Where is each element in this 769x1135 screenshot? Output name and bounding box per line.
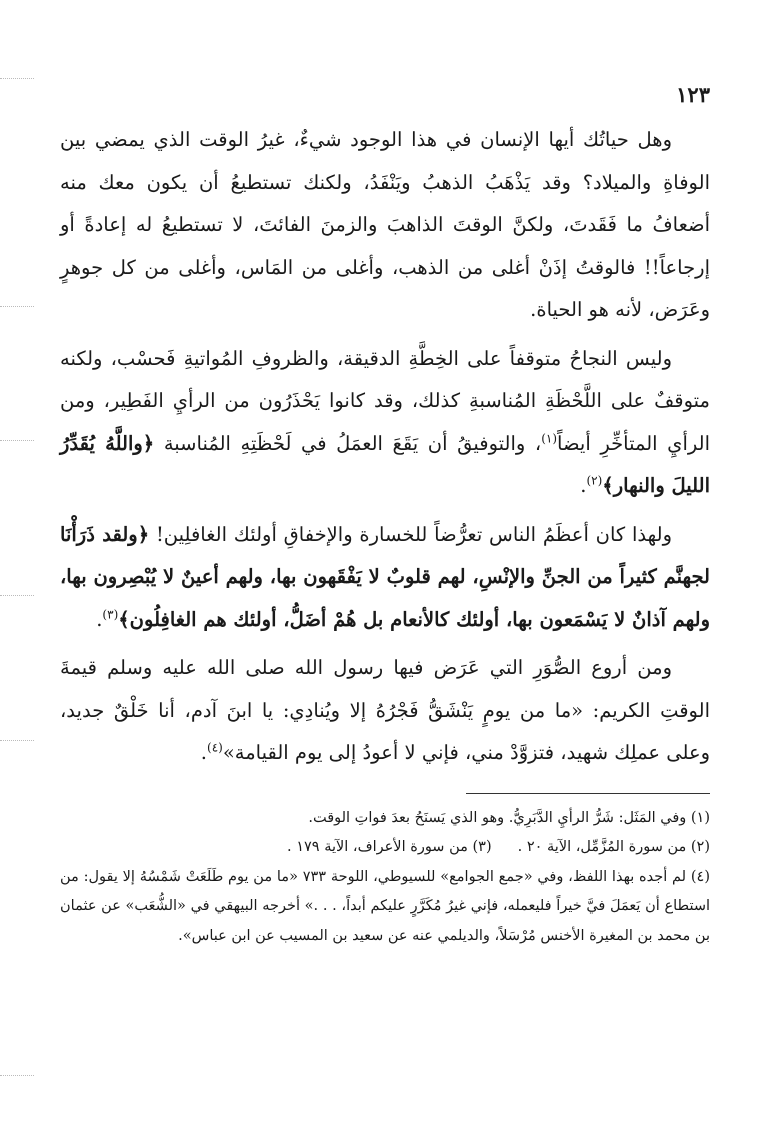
edge-mark <box>0 1075 34 1076</box>
footnote-ref-2[interactable]: (٢) <box>586 473 603 488</box>
footnote-3: (٣) من سورة الأعراف، الآية ١٧٩ . <box>287 839 492 855</box>
edge-mark <box>0 440 34 441</box>
page-number: ١٢٣ <box>676 82 710 107</box>
paragraph-text: . <box>96 607 103 631</box>
edge-mark <box>0 306 34 307</box>
paragraph-text: وليس النجاحُ متوقفاً على الخِطَّةِ الدقيقة، والظروفِ المُواتيةِ فَحسْب، ولكنه متوقفٌ على اللَّحْظَةِ المُناسبةِ كذلك، وقد كانوا يَحْذَرُون من الرأيِ الفَطِير، ومن الرأيِ المتأخِّرِ أيضاً <box>60 346 710 455</box>
paragraph-text: ، والتوفيقُ أن يَقَعَ العمَلُ في لَحْظَتِهِ المُناسبة <box>163 431 542 455</box>
edge-mark <box>0 740 34 741</box>
footnote-4: (٤) لم أجده بهذا اللفظ، وفي «جمع الجوامع» للسيوطي، اللوحة ٧٣٣ «ما من يوم طَلَعَتْ شَمْسُهُ إلا يقول: من استطاع أن يَعمَلَ فيَّ خيراً فليعمله، فإني غيرُ مُكَرَّرٍ عليكم أبداً، . . .» أخرجه البيهقي في «الشُّعَب» عن عثمان بن محمد بن المغيرة الأخنس مُرْسَلاً، والديلمي عنه عن سعيد بن المسيب عن ابن عباس». <box>60 868 710 944</box>
paragraph-text: ولهذا كان أعظَمُ الناس تعرُّضاً للخسارة والإخفاقِ أولئك الغافلِين! <box>155 522 672 546</box>
footnote-2: (٢) من سورة المُزَّمِّل، الآية ٢٠ . <box>517 839 710 855</box>
paragraph-text: . <box>200 741 207 764</box>
quran-verse: ﴿واللَّهُ يُقَدِّرُ الليلَ والنهار﴾ <box>60 431 710 497</box>
paragraph-right-moment <box>60 338 710 508</box>
paragraph-heedless <box>60 514 710 642</box>
footnote-ref-4[interactable]: (٤) <box>207 740 223 755</box>
edge-mark <box>0 78 34 79</box>
paragraph-hadith <box>60 647 710 775</box>
paragraph-text: ومن أروع الصُّوَرِ التي عَرَض فيها رسول الله صلى الله عليه وسلم قيمةَ الوقتِ الكريم: «ما من يومٍ يَنْشَقُّ فَجْرُهُ إلا ويُنادِي: يا ابنَ آدم، أنا خَلْقٌ جديد، وعلى عملِك شهيد، فتزوَّدْ مني، فإني لا أعودُ إلى يوم القيامة» <box>60 656 710 764</box>
footnotes <box>60 804 710 952</box>
edge-mark <box>0 595 34 596</box>
footnote-ref-3[interactable]: (٣) <box>102 607 119 621</box>
footnote-ref-1[interactable]: (١) <box>541 431 558 445</box>
footnote-1: (١) وفي المَثَل: شَرُّ الرأيِ الدَّبَرِيُّ. وهو الذي يَسنَحُ بعدَ فواتِ الوقت. <box>308 809 710 826</box>
book-page <box>60 82 710 951</box>
paragraph-text: . <box>580 474 587 497</box>
footnote-row <box>60 833 710 863</box>
paragraph-time-value: وهل حياتُك أيها الإنسان في هذا الوجود شيءٌ، غيرُ الوقت الذي يمضي بين الوفاةِ والميلاد؟ وقد يَذْهَبُ الذهبُ ويَنْفَدُ، ولكنك تستطيعُ أن يكون معك منه أضعافُ ما فَقَدتَ، ولكنَّ الوقتَ الذاهبَ والزمنَ الفائتَ، لا تستطيعُ له إعادةً أو إرجاعاً!! فالوقتُ إذَنْ أغلى من الذهب، وأغلى من المَاس، وأغلى من كل جوهرٍ وعَرَض، لأنه هو الحياة. <box>60 128 710 321</box>
footnote-divider <box>466 793 710 794</box>
quran-verse: ﴿ولقد ذَرَأْنَا لجهنَّم كثيراً من الجنِّ والإنْسِ، لهم قلوبٌ لا يَفْقَهون بها، ولهم أعينٌ لا يُبْصِرون بها، ولهم آذانٌ لا يَسْمَعون بها، أولئك كالأنعام بل هُمْ أضَلُّ، أولئك هم الغافِلُون﴾ <box>60 522 710 631</box>
